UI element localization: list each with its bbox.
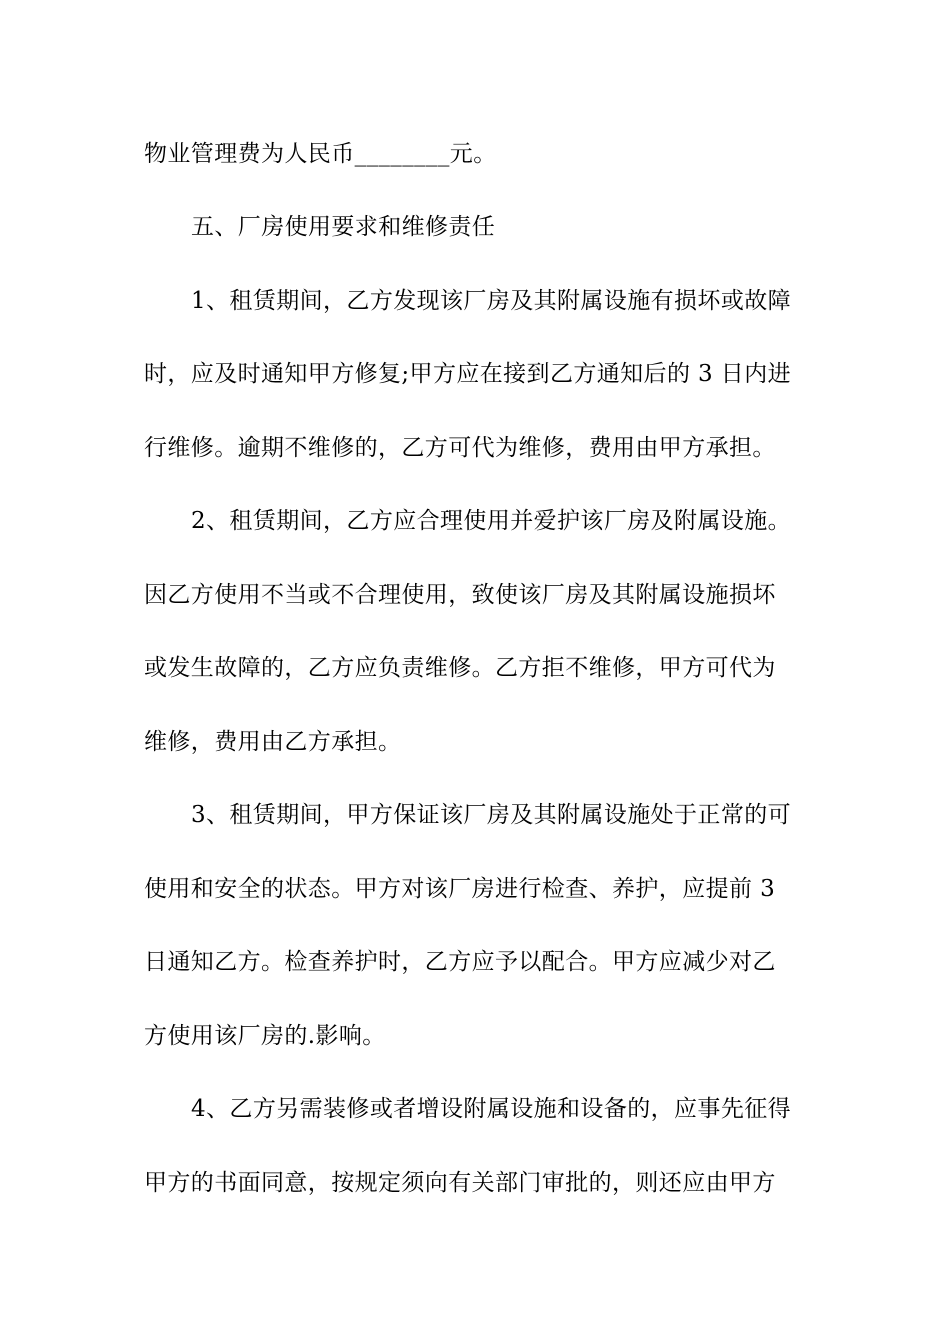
text-line: 维修，费用由乙方承担。	[144, 729, 402, 755]
text-line: 行维修。逾期不维修的，乙方可代为维修，费用由甲方承担。	[144, 435, 776, 461]
text-line: 使用和安全的状态。甲方对该厂房进行检查、养护，应提前 3	[144, 876, 776, 902]
text-line: 2、租赁期间，乙方应合理使用并爱护该厂房及附属设施。	[191, 508, 792, 534]
text-line: 日通知乙方。检查养护时，乙方应予以配合。甲方应减少对乙	[144, 949, 776, 975]
section-heading: 五、厂房使用要求和维修责任	[191, 214, 496, 240]
text-line: 4、乙方另需装修或者增设附属设施和设备的，应事先征得	[191, 1096, 792, 1122]
text-line: 物业管理费为人民币________元。	[144, 141, 497, 167]
text-line: 甲方的书面同意，按规定须向有关部门审批的，则还应由甲方	[144, 1170, 776, 1196]
text-line: 方使用该厂房的.影响。	[144, 1023, 386, 1049]
text-line: 3、租赁期间，甲方保证该厂房及其附属设施处于正常的可	[191, 802, 792, 828]
text-line: 因乙方使用不当或不合理使用，致使该厂房及其附属设施损坏	[144, 582, 776, 608]
text-line: 或发生故障的，乙方应负责维修。乙方拒不维修，甲方可代为	[144, 655, 776, 681]
text-line: 1、租赁期间，乙方发现该厂房及其附属设施有损坏或故障	[191, 288, 792, 314]
text-line: 时，应及时通知甲方修复;甲方应在接到乙方通知后的 3 日内进	[144, 361, 792, 387]
